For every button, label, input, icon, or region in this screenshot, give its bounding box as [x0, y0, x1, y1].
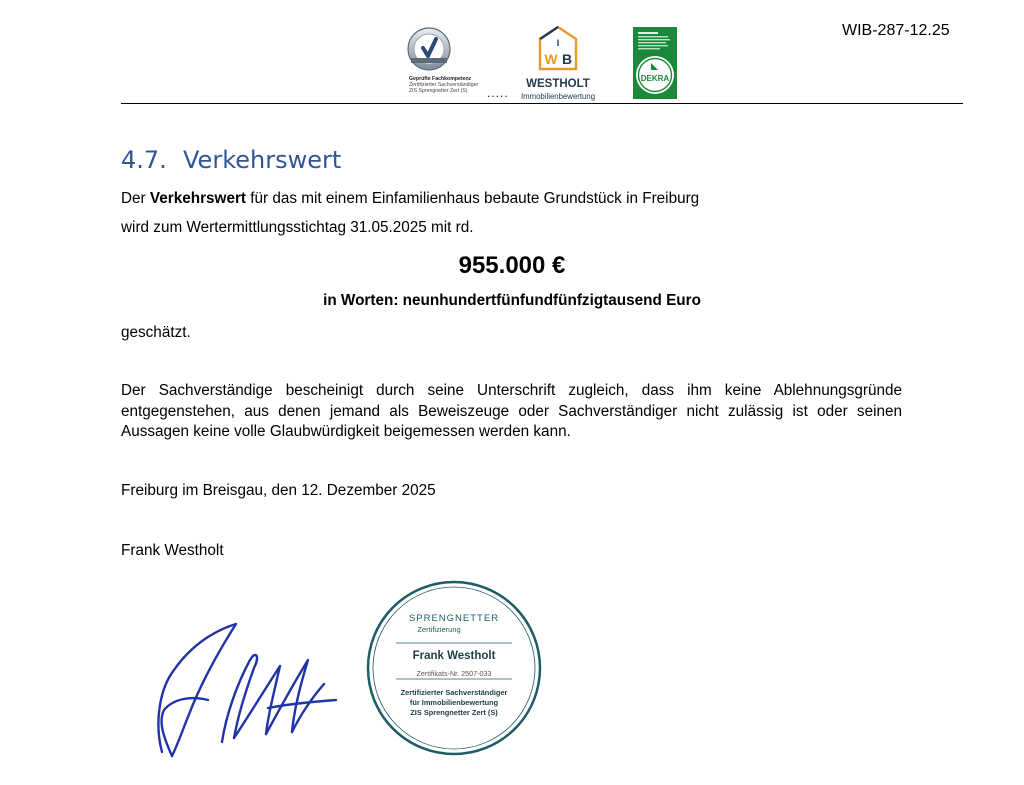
value-sentence-line1 — [121, 190, 699, 208]
market-value-in-words: in Worten: neunhundertfünfundfünfzigtausend Euro — [323, 292, 701, 309]
badge-caption-3: ZIS Sprengnetter Zert (S) — [409, 88, 468, 95]
header-rule — [121, 103, 963, 104]
sprengnetter-badge-icon — [405, 26, 485, 74]
certification-seal — [366, 580, 542, 756]
estimated-text: geschätzt. — [121, 324, 191, 341]
declaration-paragraph: Der Sachverständige bescheinigt durch seine Unterschrift zugleich, dass ihm keine Ablehnungsgründe entgegenstehen, aus denen jemand als Beweiszeuge oder Sachverständiger nicht zulässig ist oder seinen Aussagen keine volle Glaubwürdigkeit beigemessen werden kann. — [121, 382, 902, 440]
dekra-certificate-icon — [633, 27, 677, 99]
seal-subtitle: Zertifizierung — [417, 625, 461, 634]
place-date: Freiburg im Breisgau, den 12. Dezember 2025 — [121, 482, 436, 499]
svg-text:W: W — [544, 51, 558, 67]
svg-text:I: I — [556, 38, 560, 48]
westholt-logo — [512, 24, 604, 104]
house-iwb-icon — [512, 24, 604, 78]
dekra-logo — [633, 27, 677, 99]
section-number: 4.7. — [121, 146, 167, 174]
value-sentence-prefix: Der — [121, 190, 150, 207]
market-value-amount: 955.000 € — [458, 252, 566, 279]
seal-line3: ZIS Sprengnetter Zert (S) — [410, 708, 498, 717]
svg-text:B: B — [561, 51, 573, 67]
seal-cert-number: Zertifikats-Nr. 2507-033 — [416, 669, 492, 678]
signatory-name: Frank Westholt — [121, 542, 224, 559]
seal-holder: Frank Westholt — [412, 650, 496, 662]
seal-brand: SPRENGNETTER — [408, 613, 500, 624]
westholt-logo-subtitle: Immobilienbewertung — [520, 92, 596, 101]
badge-caption-2: Zertifizierter Sachverständiger — [409, 82, 479, 89]
badge-caption-1: Geprüfte Fachkompetenz — [409, 76, 472, 82]
handwritten-signature — [150, 612, 350, 762]
value-sentence-suffix: für das mit einem Einfamilienhaus bebaute Grundstück in Freiburg — [246, 190, 700, 207]
seal-circle-icon — [366, 580, 542, 756]
westholt-logo-name: WESTHOLT — [526, 78, 590, 90]
value-sentence-bold: Verkehrswert — [149, 190, 246, 207]
value-sentence-line2: wird zum Wertermittlungsstichtag 31.05.2025 mit rd. — [121, 219, 474, 236]
header-dots: ..... — [487, 86, 509, 100]
section-heading — [121, 146, 341, 174]
sprengnetter-badge-logo — [405, 26, 485, 102]
seal-line1: Zertifizierter Sachverständiger — [400, 688, 508, 697]
dekra-brand: DEKRA — [640, 74, 670, 83]
section-title: Verkehrswert — [183, 146, 342, 174]
seal-line2: für Immobilienbewertung — [409, 698, 499, 707]
document-id: WIB-287-12.25 — [842, 22, 950, 39]
